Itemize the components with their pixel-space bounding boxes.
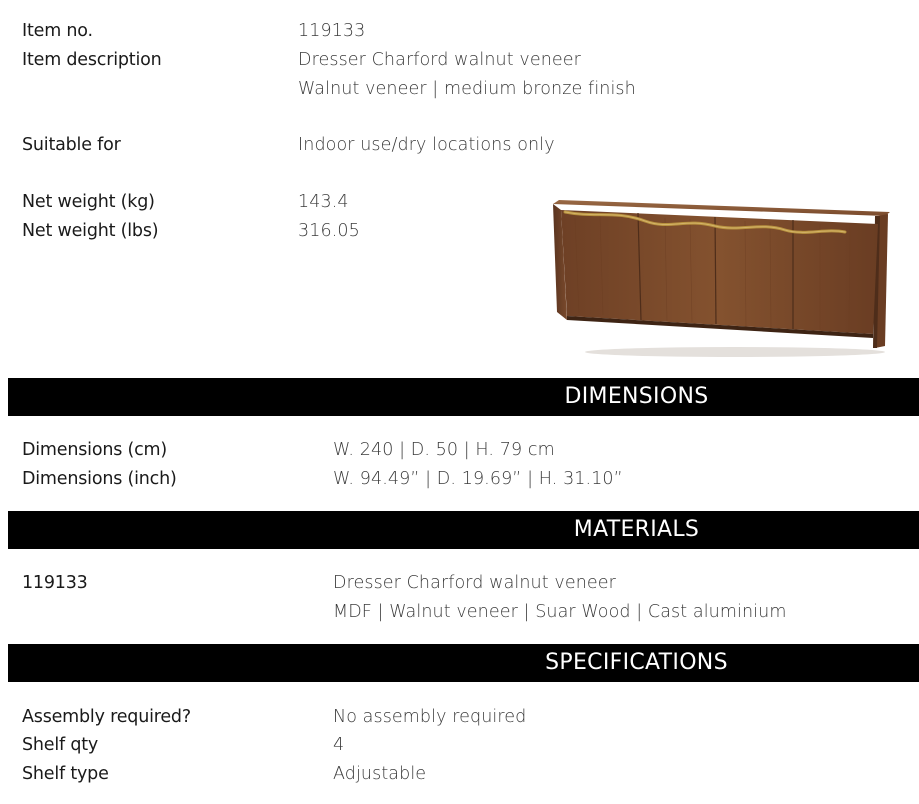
materials-list: MDF | Walnut veneer | Suar Wood | Cast aluminium	[333, 602, 787, 622]
shelf-type-value: Adjustable	[333, 764, 427, 784]
assembly-required-label: Assembly required?	[22, 707, 191, 727]
net-weight-lbs-label: Net weight (lbs)	[22, 221, 159, 241]
item-no-value: 119133	[298, 21, 366, 41]
materials-header-bar	[8, 511, 919, 549]
product-image-dresser	[545, 188, 897, 360]
specifications-title: SPECIFICATIONS	[545, 650, 728, 675]
dimensions-header-bar	[8, 378, 919, 416]
shelf-type-label: Shelf type	[22, 764, 109, 784]
net-weight-lbs-value: 316.05	[298, 221, 360, 241]
shelf-qty-value: 4	[333, 735, 345, 755]
suitable-for-label: Suitable for	[22, 135, 121, 155]
net-weight-kg-value: 143.4	[298, 192, 349, 212]
item-no-label: Item no.	[22, 21, 93, 41]
item-description-line-2: Walnut veneer | medium bronze finish	[298, 79, 636, 99]
dimensions-cm-label: Dimensions (cm)	[22, 440, 168, 460]
suitable-for-value: Indoor use/dry locations only	[298, 135, 555, 155]
dimensions-inch-value: W. 94.49” | D. 19.69” | H. 31.10”	[333, 469, 623, 489]
dimensions-cm-value: W. 240 | D. 50 | H. 79 cm	[333, 440, 555, 460]
shelf-qty-label: Shelf qty	[22, 735, 99, 755]
materials-code: 119133	[22, 573, 88, 593]
item-description-line-1: Dresser Charford walnut veneer	[298, 50, 581, 70]
item-description-label: Item description	[22, 50, 162, 70]
specifications-header-bar	[8, 644, 919, 682]
dimensions-inch-label: Dimensions (inch)	[22, 469, 177, 489]
materials-title: MATERIALS	[573, 517, 700, 542]
dimensions-title: DIMENSIONS	[564, 384, 709, 409]
net-weight-kg-label: Net weight (kg)	[22, 192, 155, 212]
materials-name: Dresser Charford walnut veneer	[333, 573, 616, 593]
assembly-required-value: No assembly required	[333, 707, 527, 727]
